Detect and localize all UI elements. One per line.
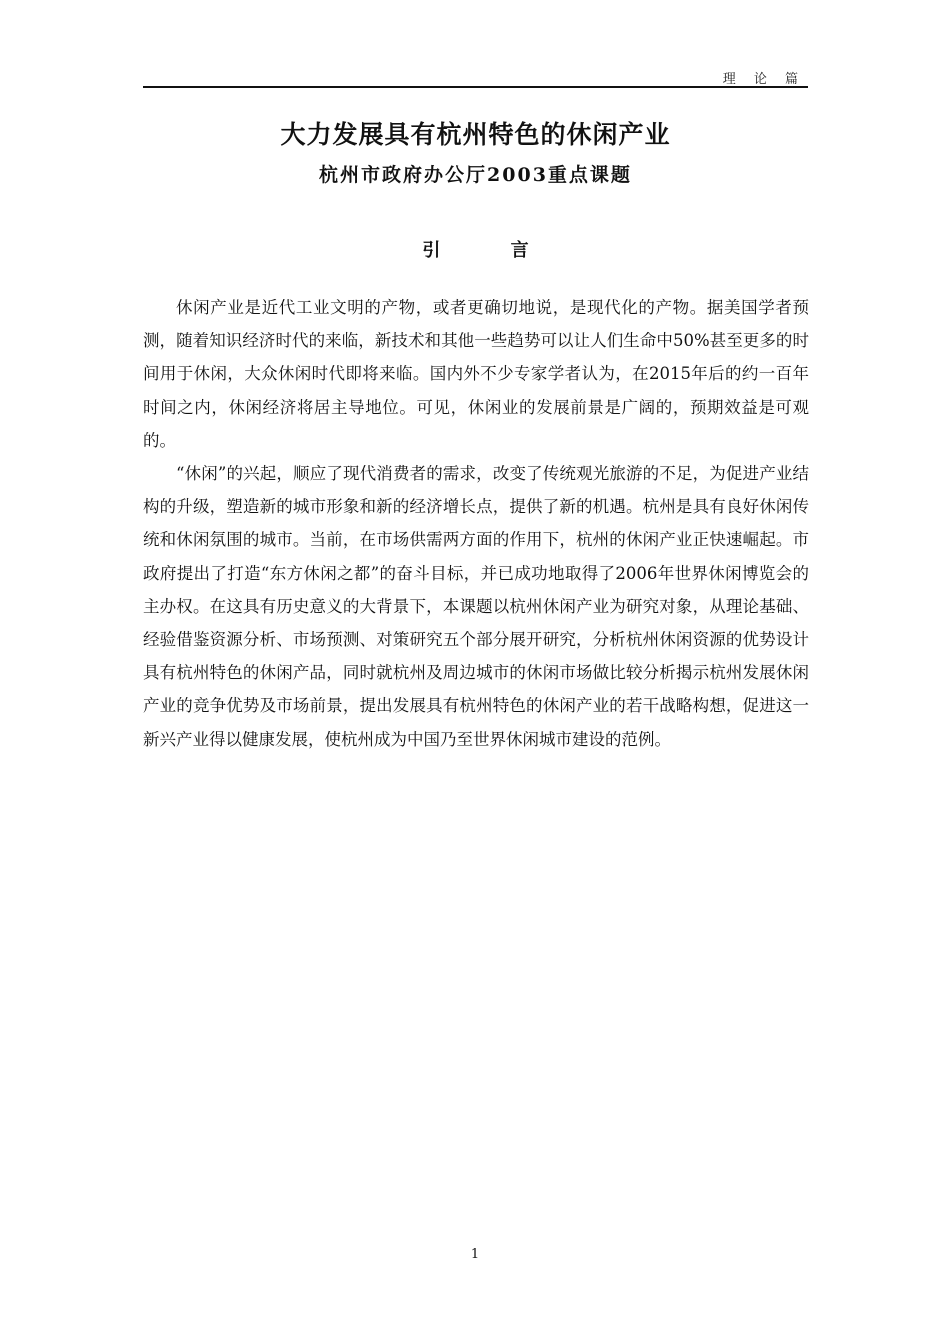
document-subtitle: 杭州市政府办公厅2003重点课题 [319,164,632,186]
paragraph-1: 休闲产业是近代工业文明的产物，或者更确切地说，是现代化的产物。据美国学者预测，随着知识经济时代的来临，新技术和其他一些趋势可以让人们生命中50%甚至更多的时间用于休闲，大众休闲时代即将来临。国内外不少专家学者认为，在2015年后的约一百年时间之内，休闲经济将居主导地位。可见，休闲业的发展前景是广阔的，预期效益是可观的。 [143,298,809,450]
header-rule [143,86,808,88]
section-heading-introduction: 引 言 [422,240,561,261]
body-text [143,291,809,756]
page-number: 1 [470,1247,480,1262]
document-title: 大力发展具有杭州特色的休闲产业 [280,120,671,149]
header-section-label: 理 论 篇 [722,72,805,87]
paragraph-2: “休闲”的兴起，顺应了现代消费者的需求，改变了传统观光旅游的不足，为促进产业结构的升级，塑造新的城市形象和新的经济增长点，提供了新的机遇。杭州是具有良好休闲传统和休闲氛围的城市。当前，在市场供需两方面的作用下，杭州的休闲产业正快速崛起。市政府提出了打造“东方休闲之都”的奋斗目标，并已成功地取得了2006年世界休闲博览会的主办权。在这具有历史意义的大背景下，本课题以杭州休闲产业为研究对象，从理论基础、经验借鉴资源分析、市场预测、对策研究五个部分展开研究，分析杭州休闲资源的优势设计具有杭州特色的休闲产品，同时就杭州及周边城市的休闲市场做比较分析揭示杭州发展休闲产业的竞争优势及市场前景，提出发展具有杭州特色的休闲产业的若干战略构想，促进这一新兴产业得以健康发展，使杭州成为中国乃至世界休闲城市建设的范例。 [143,464,809,749]
